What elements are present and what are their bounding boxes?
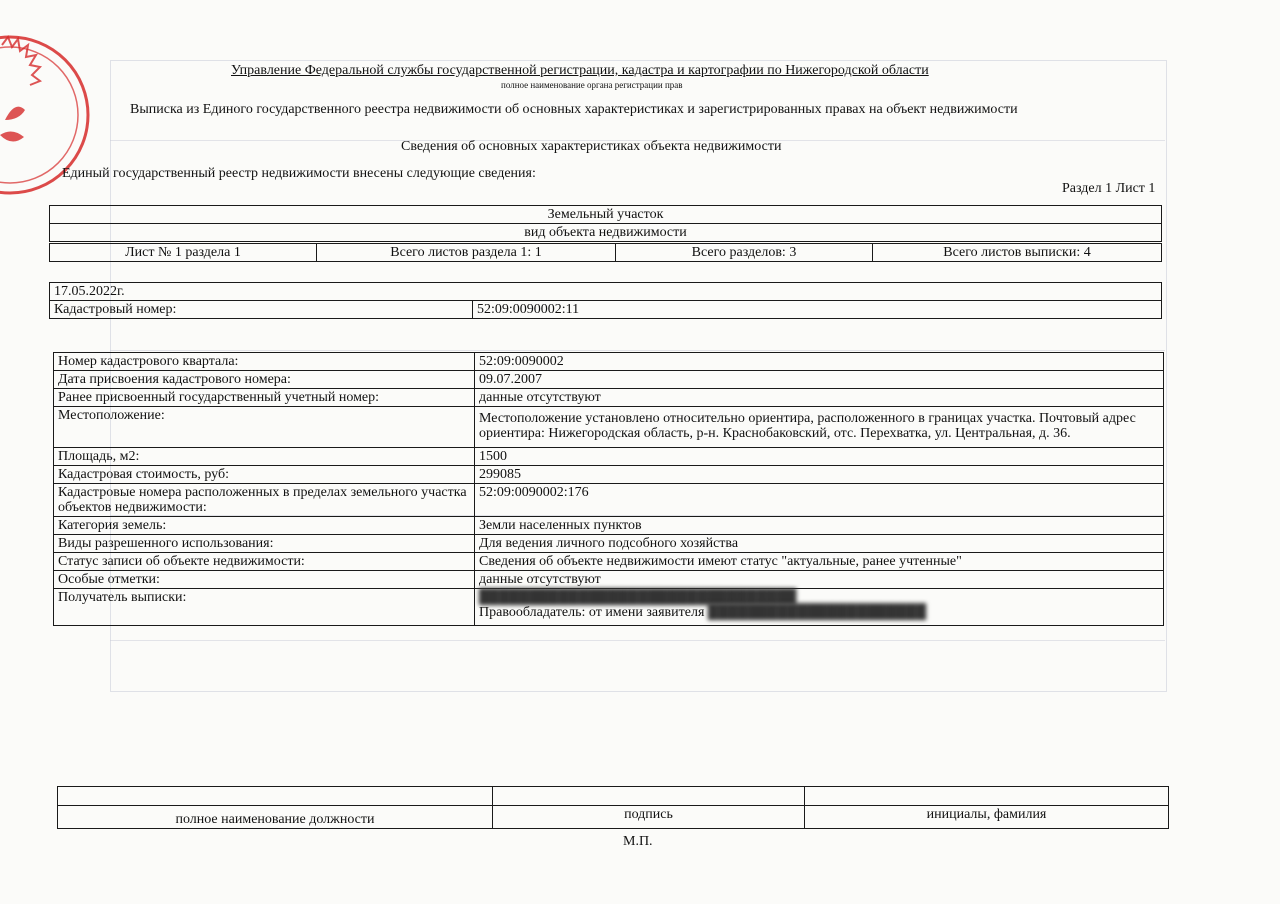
authority-name: Управление Федеральной службы государственной регистрации, кадастра и картографии по Нижегородской области xyxy=(231,63,929,78)
bleed-through-line xyxy=(110,350,1165,351)
section-subtitle: Сведения об основных характеристиках объекта недвижимости xyxy=(401,139,782,154)
stamp-place-label: М.П. xyxy=(623,834,653,849)
detail-value: 1500 xyxy=(475,448,1164,466)
sheets-total: Всего листов выписки: 4 xyxy=(873,244,1162,262)
detail-value: данные отсутствуют xyxy=(475,571,1164,589)
object-type-caption: вид объекта недвижимости xyxy=(50,224,1162,242)
initials-caption: инициалы, фамилия xyxy=(805,806,1169,829)
detail-value: 09.07.2007 xyxy=(475,371,1164,389)
detail-label: Кадастровая стоимость, руб: xyxy=(54,466,475,484)
detail-value: Местоположение установлено относительно ориентира, расположенного в границах участка. Почтовый адрес ориентира: Нижегородская область, р-н. Краснобаковский, отс. Перехватка, ул. Центральная, д. 36. xyxy=(475,407,1164,448)
extract-date: 17.05.2022г. xyxy=(50,283,1162,301)
detail-value: Сведения об объекте недвижимости имеют статус "актуальные, ранее учтенные" xyxy=(475,553,1164,571)
detail-label: Кадастровые номера расположенных в пределах земельного участка объектов недвижимости: xyxy=(54,484,475,517)
object-type-table xyxy=(49,205,1162,242)
detail-label: Площадь, м2: xyxy=(54,448,475,466)
cadastral-number-value: 52:09:0090002:11 xyxy=(473,301,1162,319)
stamp-icon xyxy=(0,15,90,215)
section-sheet-label: Раздел 1 Лист 1 xyxy=(1062,181,1156,196)
redacted-text: ████████████████████████████████ xyxy=(479,590,797,605)
table-row xyxy=(54,353,1164,371)
table-row xyxy=(54,371,1164,389)
signature-caption: подпись xyxy=(493,806,805,829)
signature-table xyxy=(57,786,1169,829)
detail-label: Статус записи об объекте недвижимости: xyxy=(54,553,475,571)
detail-label: Дата присвоения кадастрового номера: xyxy=(54,371,475,389)
table-row xyxy=(54,553,1164,571)
table-row xyxy=(54,484,1164,517)
object-type: Земельный участок xyxy=(50,206,1162,224)
redacted-text: ██████████████████████ xyxy=(707,605,927,620)
details-table xyxy=(53,352,1164,626)
authority-caption: полное наименование органа регистрации прав xyxy=(501,80,683,90)
table-row xyxy=(54,535,1164,553)
table-row xyxy=(54,571,1164,589)
detail-label: Особые отметки: xyxy=(54,571,475,589)
detail-label: Виды разрешенного использования: xyxy=(54,535,475,553)
rightholder-label: Правообладатель: от имени заявителя xyxy=(479,605,705,620)
detail-value: 299085 xyxy=(475,466,1164,484)
bleed-through-line xyxy=(110,640,1165,641)
detail-label: Получатель выписки: xyxy=(54,589,475,626)
position-caption: полное наименование должности xyxy=(58,806,493,829)
sheet-info-table xyxy=(49,243,1162,262)
sections-count: Всего разделов: 3 xyxy=(616,244,873,262)
detail-value: 52:09:0090002 xyxy=(475,353,1164,371)
table-row xyxy=(54,589,1164,626)
document-title: Выписка из Единого государственного реестра недвижимости об основных характеристиках и зарегистрированных правах на объект недвижимости xyxy=(130,102,1018,117)
detail-value: Для ведения личного подсобного хозяйства xyxy=(475,535,1164,553)
detail-value: Земли населенных пунктов xyxy=(475,517,1164,535)
detail-label: Местоположение: xyxy=(54,407,475,448)
table-row xyxy=(54,466,1164,484)
detail-label: Категория земель: xyxy=(54,517,475,535)
cadastral-number-label: Кадастровый номер: xyxy=(50,301,473,319)
intro-text: Единый государственный реестр недвижимости внесены следующие сведения: xyxy=(62,166,536,181)
table-row xyxy=(54,448,1164,466)
recipient-line xyxy=(479,605,1159,620)
detail-value: 52:09:0090002:176 xyxy=(475,484,1164,517)
table-row xyxy=(54,407,1164,448)
recipient-value xyxy=(475,589,1164,626)
sheet-number: Лист № 1 раздела 1 xyxy=(50,244,317,262)
sheets-in-section: Всего листов раздела 1: 1 xyxy=(317,244,616,262)
detail-value: данные отсутствуют xyxy=(475,389,1164,407)
detail-label: Номер кадастрового квартала: xyxy=(54,353,475,371)
table-row xyxy=(54,517,1164,535)
detail-label: Ранее присвоенный государственный учетный номер: xyxy=(54,389,475,407)
table-row xyxy=(54,389,1164,407)
cadastral-table xyxy=(49,282,1162,319)
